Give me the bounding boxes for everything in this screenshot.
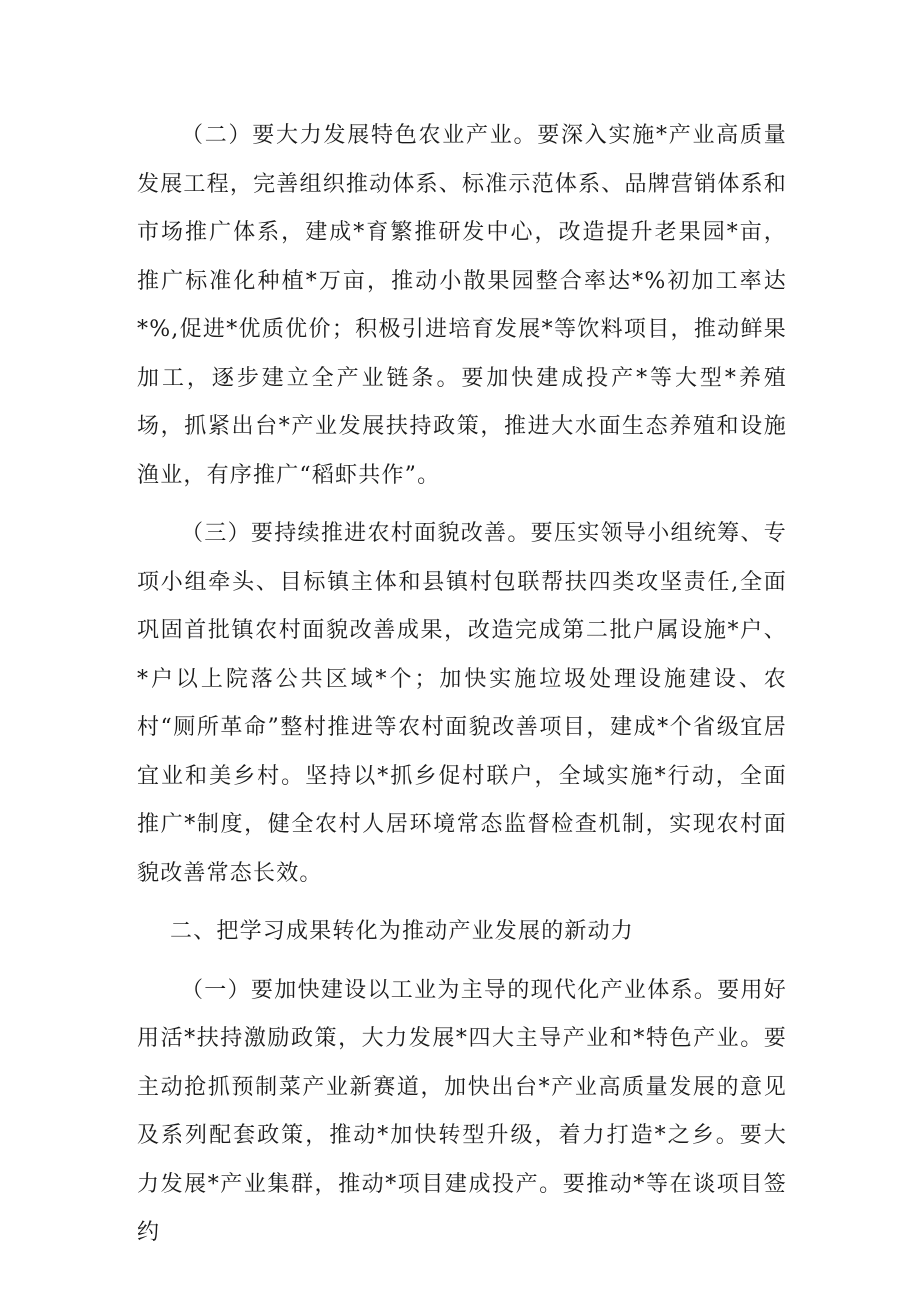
document-body (137, 112, 787, 1258)
paragraph-rural-improvement: （三）要持续推进农村面貌改善。要压实领导小组统筹、专项小组牵头、目标镇主体和县镇村包联帮扶四类攻坚责任,全面巩固首批镇农村面貌改善成果，改造完成第二批户属设施*户、*户以上院落公共区域*个；加快实施垃圾处理设施建设、农村“厕所革命”整村推进等农村面貌改善项目，建成*个省级宜居宜业和美乡村。坚持以*抓乡促村联户，全域实施*行动，全面推广*制度，健全农村人居环境常态监督检查机制，实现农村面貌改善常态长效。 (137, 521, 787, 886)
paragraph-industrial-system: （一）要加快建设以工业为主导的现代化产业体系。要用好用活*扶持激励政策，大力发展*四大主导产业和*特色产业。要主动抢抓预制菜产业新赛道，加快出台*产业高质量发展的意见及系列配套政策，推动*加快转型升级，着力打造*之乡。要大力发展*产业集群，推动*项目建成投产。要推动*等在谈项目签约 (137, 977, 787, 1245)
paragraph-agriculture-industry: （二）要大力发展特色农业产业。要深入实施*产业高质量发展工程，完善组织推动体系、标准示范体系、品牌营销体系和市场推广体系，建成*育繁推研发中心，改造提升老果园*亩，推广标准化种植*万亩，推动小散果园整合率达*%初加工率达*%,促进*优质优价；积极引进培育发展*等饮料项目，推动鲜果加工，逐步建立全产业链条。要加快建成投产*等大型*养殖场，抓紧出台*产业发展扶持政策，推进大水面生态养殖和设施渔业，有序推广“稻虾共作”。 (137, 123, 787, 488)
section-heading: 二、把学习成果转化为推动产业发展的新动力 (170, 919, 635, 944)
